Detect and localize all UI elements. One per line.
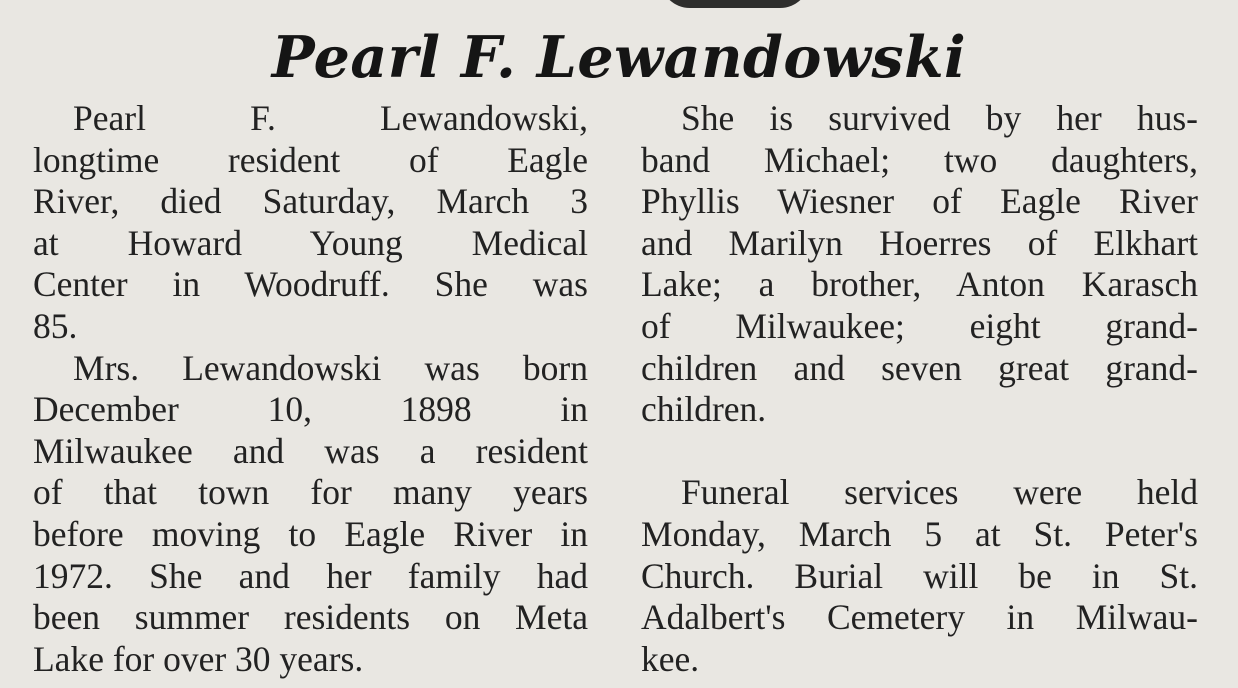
paragraph-gap: [641, 431, 1198, 473]
text-line: Monday, March 5 at St. Peter's: [641, 513, 1198, 554]
text-line: kee.: [641, 638, 700, 679]
text-line: Phyllis Wiesner of Eagle River: [641, 181, 1198, 222]
text-line: Lake; a brother, Anton Karasch: [641, 264, 1198, 305]
text-line: of Milwaukee; eight grand-: [641, 305, 1198, 346]
right-column: [641, 98, 1198, 680]
text-line: children and seven great grand-: [641, 347, 1198, 388]
text-line: of that town for many years: [33, 472, 588, 513]
text-line: been summer residents on Meta: [33, 597, 588, 638]
clipped-heading-fragment: [660, 0, 810, 8]
left-column: [33, 98, 588, 680]
text-line: Milwaukee and was a resident: [33, 430, 588, 471]
text-line: Pearl F. Lewandowski,: [73, 98, 588, 138]
text-line: River, died Saturday, March 3: [33, 181, 588, 222]
text-line: Center in Woodruff. She was: [33, 264, 588, 305]
text-line: She is survived by her hus-: [681, 98, 1198, 138]
text-line: and Marilyn Hoerres of Elkhart: [641, 222, 1198, 263]
text-line: longtime resident of Eagle: [33, 139, 588, 180]
text-line: Funeral services were held: [681, 472, 1198, 513]
text-line: Adalbert's Cemetery in Milwau-: [641, 597, 1198, 638]
text-line: Mrs. Lewandowski was born: [73, 347, 588, 388]
obituary-title: Pearl F. Lewandowski: [271, 24, 967, 91]
text-line: children.: [641, 389, 767, 430]
text-line: at Howard Young Medical: [33, 222, 588, 263]
text-line: December 10, 1898 in: [33, 389, 588, 430]
text-line: Lake for over 30 years.: [33, 638, 364, 679]
text-line: 1972. She and her family had: [33, 555, 588, 596]
text-line: band Michael; two daughters,: [641, 139, 1198, 180]
text-line: before moving to Eagle River in: [33, 513, 588, 554]
text-line: Church. Burial will be in St.: [641, 555, 1198, 596]
text-line: 85.: [33, 305, 78, 346]
